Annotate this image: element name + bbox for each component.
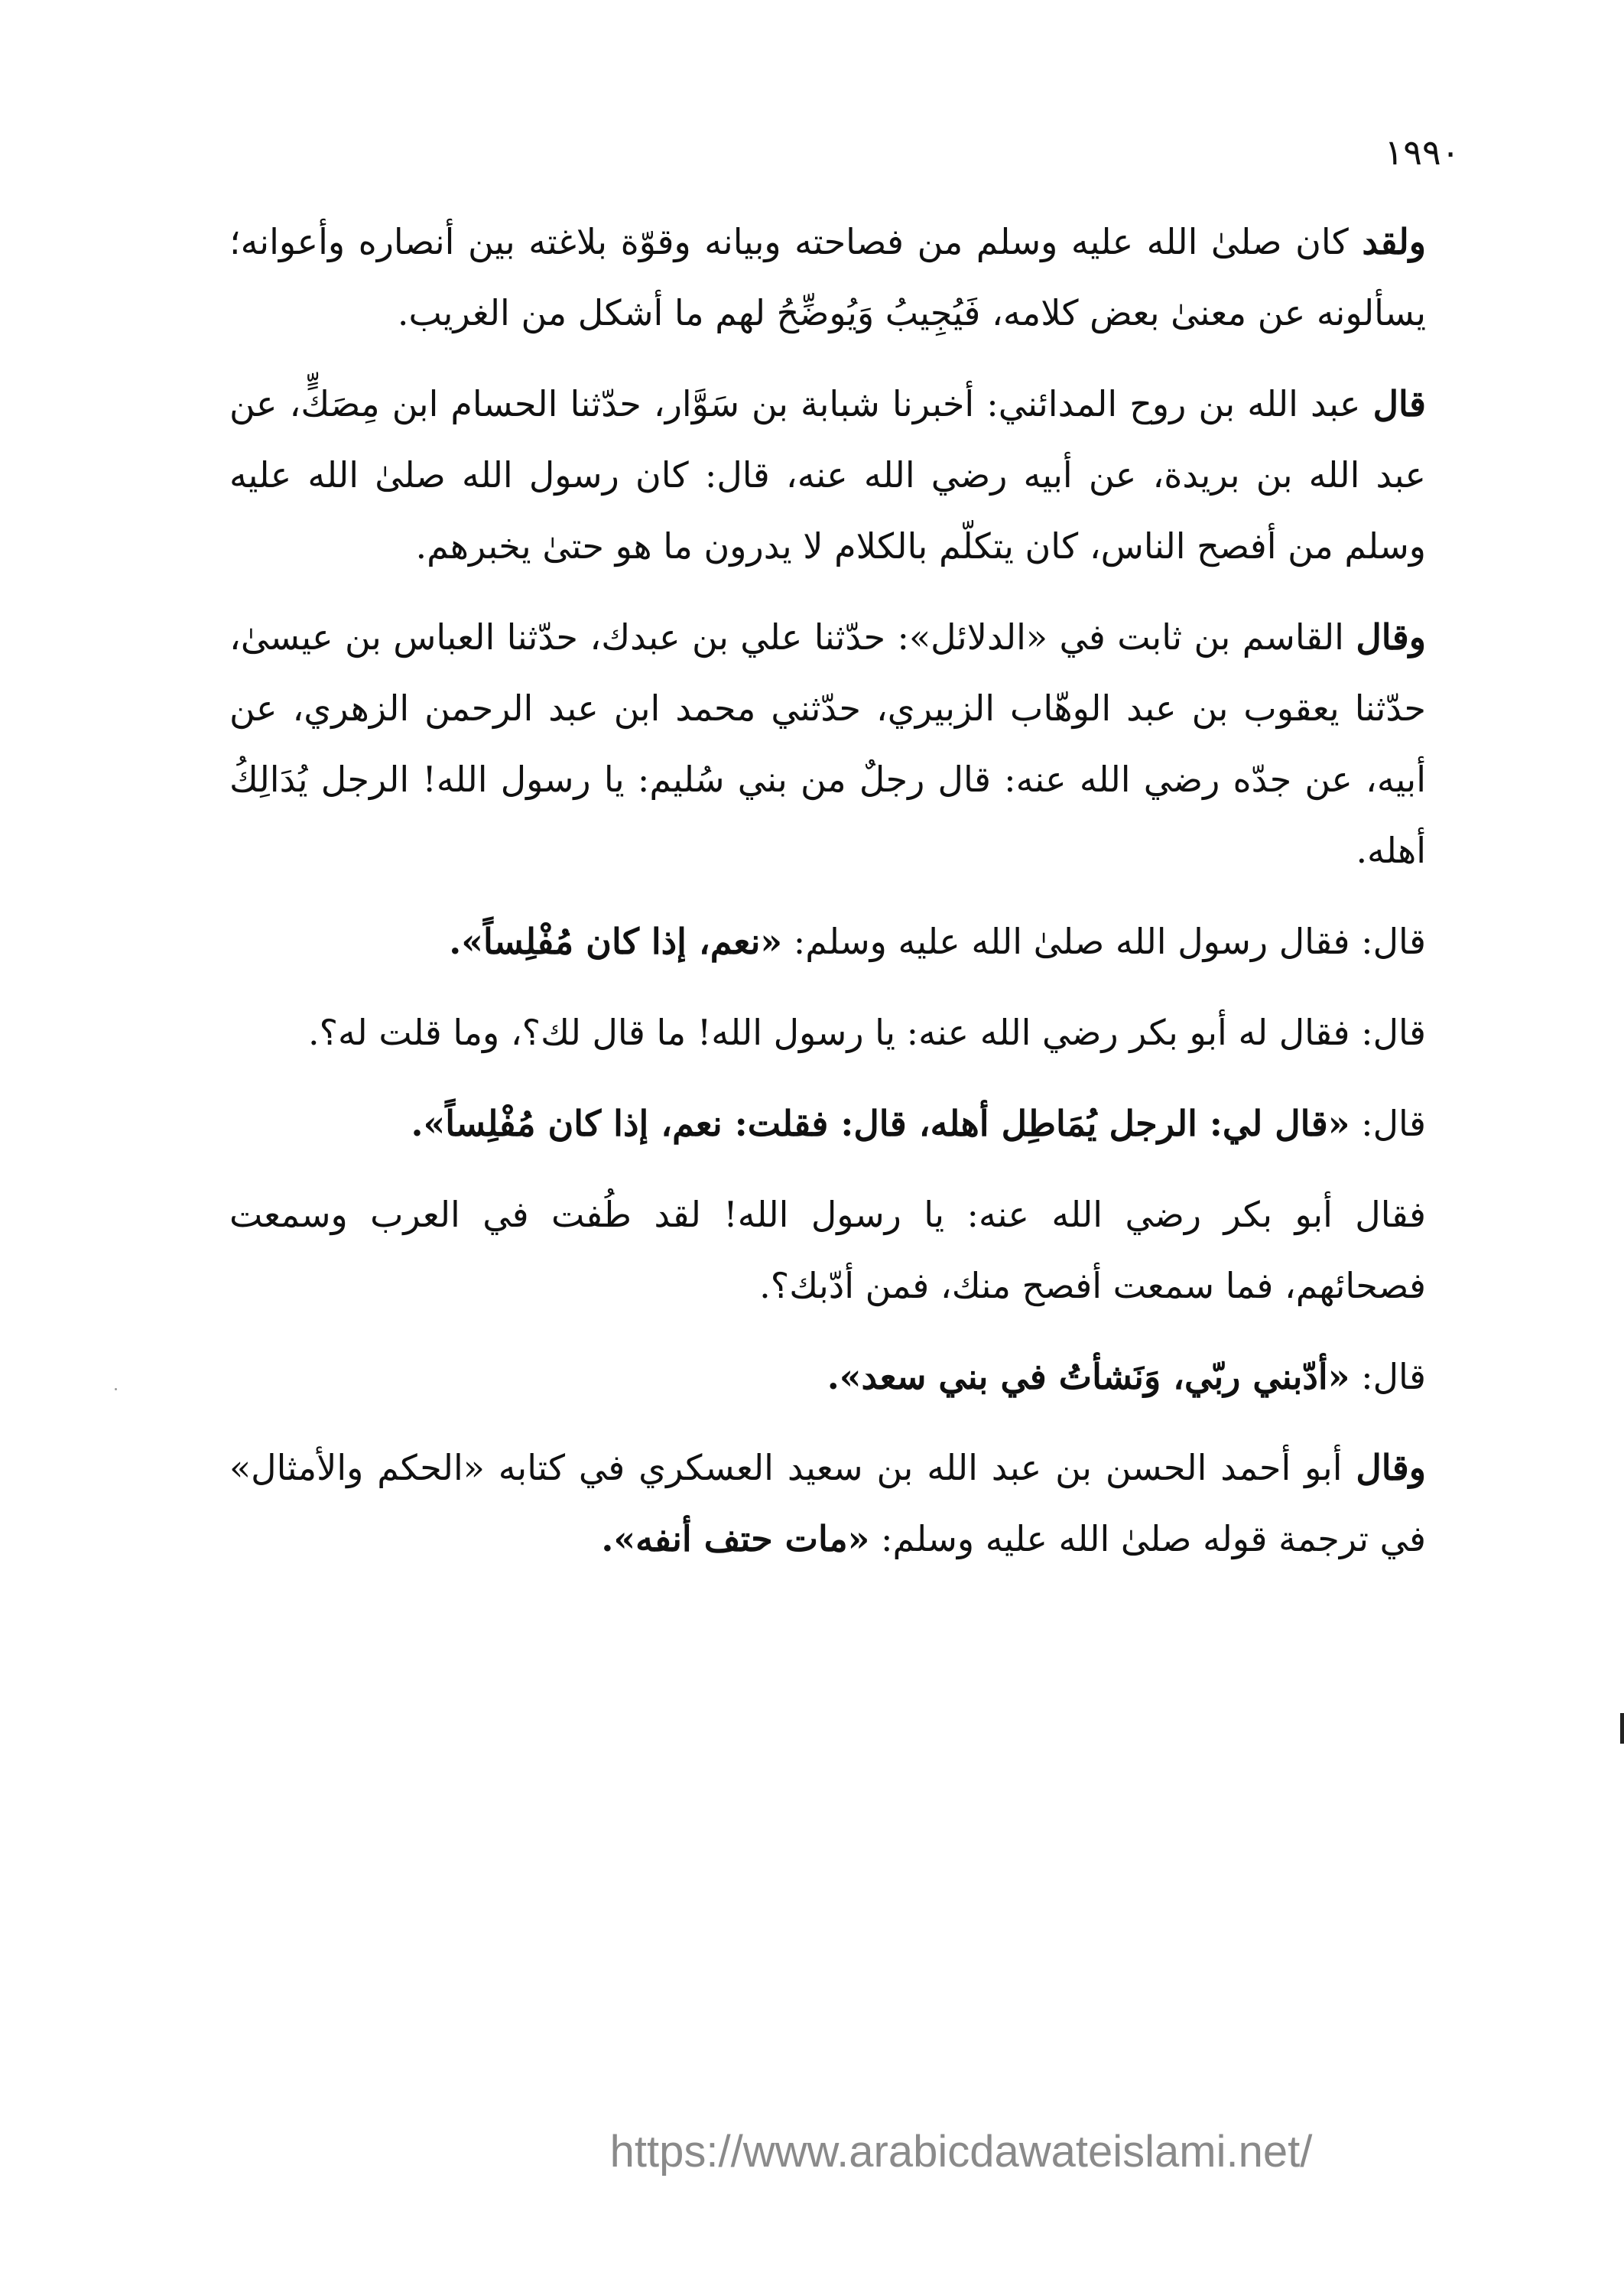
- paragraph-lead: قال: [1372, 383, 1426, 424]
- paragraph-lead: وقال: [1356, 616, 1426, 658]
- paragraph-1: [229, 206, 1426, 349]
- hadith-quote: «مات حتف أنفه».: [601, 1518, 870, 1559]
- paragraph-lead: وقال: [1356, 1447, 1426, 1488]
- scan-edge-mark: [1620, 1713, 1624, 1744]
- page-number: ١٩٩٠: [1384, 132, 1460, 173]
- paragraph-5: [229, 997, 1426, 1068]
- paragraph-text: قال:: [1350, 1356, 1426, 1397]
- paragraph-text: القاسم بن ثابت في «الدلائل»: حدّثنا علي بن عبدك، حدّثنا العباس بن عيسىٰ، حدّثنا يعقوب بن عبد الوهّاب الزبيري، حدّثني محمد ابن عبد الرحمن الزهري، عن أبيه، عن جدّه رضي الله عنه: قال رجلٌ من بني سُليم: يا رسول الله! الرجل يُدَالِكُ أهله.: [229, 616, 1426, 871]
- paragraph-text: عبد الله بن روح المدائني: أخبرنا شبابة بن سَوَّار، حدّثنا الحسام ابن مِصَكٍّ، عن عبد الله بن بريدة، عن أبيه رضي الله عنه، قال: كان رسول الله صلىٰ الله عليه وسلم من أفصح الناس، كان يتكلّم بالكلام لا يدرون ما هو حتىٰ يخبرهم.: [229, 383, 1426, 567]
- scan-speck: [115, 1388, 117, 1390]
- paragraph-lead: ولقد: [1362, 221, 1426, 262]
- hadith-quote: «قال لي: الرجل يُمَاطِل أهله، قال: فقلت: نعم، إذا كان مُفْلِساً».: [411, 1103, 1350, 1144]
- paragraph-8: [229, 1341, 1426, 1413]
- hadith-quote: «نعم، إذا كان مُفْلِساً».: [449, 921, 783, 962]
- paragraph-text: قال:: [1350, 1103, 1426, 1144]
- paragraph-text: فقال أبو بكر رضي الله عنه: يا رسول الله! لقد طُفت في العرب وسمعت فصحائهم، فما سمعت أفصح منك، فمن أدّبك؟.: [229, 1194, 1426, 1306]
- paragraph-4: [229, 906, 1426, 977]
- source-watermark: https://www.arabicdawateislami.net/: [609, 2127, 1313, 2177]
- paragraph-9: [229, 1432, 1426, 1575]
- paragraph-6: [229, 1088, 1426, 1159]
- hadith-quote: «أدّبني ربّي، وَنَشأتُ في بني سعد».: [827, 1356, 1350, 1397]
- paragraph-text: أبو أحمد الحسن بن عبد الله بن سعيد العسكري في كتابه «الحكم والأمثال» في ترجمة قوله صلىٰ الله عليه وسلم:: [229, 1447, 1426, 1559]
- paragraph-text: قال: فقال رسول الله صلىٰ الله عليه وسلم:: [782, 921, 1426, 962]
- paragraph-3: [229, 602, 1426, 886]
- page-body: [229, 206, 1426, 1595]
- paragraph-text: قال: فقال له أبو بكر رضي الله عنه: يا رسول الله! ما قال لك؟، وما قلت له؟.: [307, 1012, 1426, 1053]
- paragraph-7: [229, 1179, 1426, 1322]
- paragraph-text: كان صلىٰ الله عليه وسلم من فصاحته وبيانه وقوّة بلاغته بين أنصاره وأعوانه؛ يسألونه عن معنىٰ بعض كلامه، فَيُجِيبُ وَيُوضِّحُ لهم ما أشكل من الغريب.: [229, 221, 1426, 333]
- paragraph-2: [229, 369, 1426, 582]
